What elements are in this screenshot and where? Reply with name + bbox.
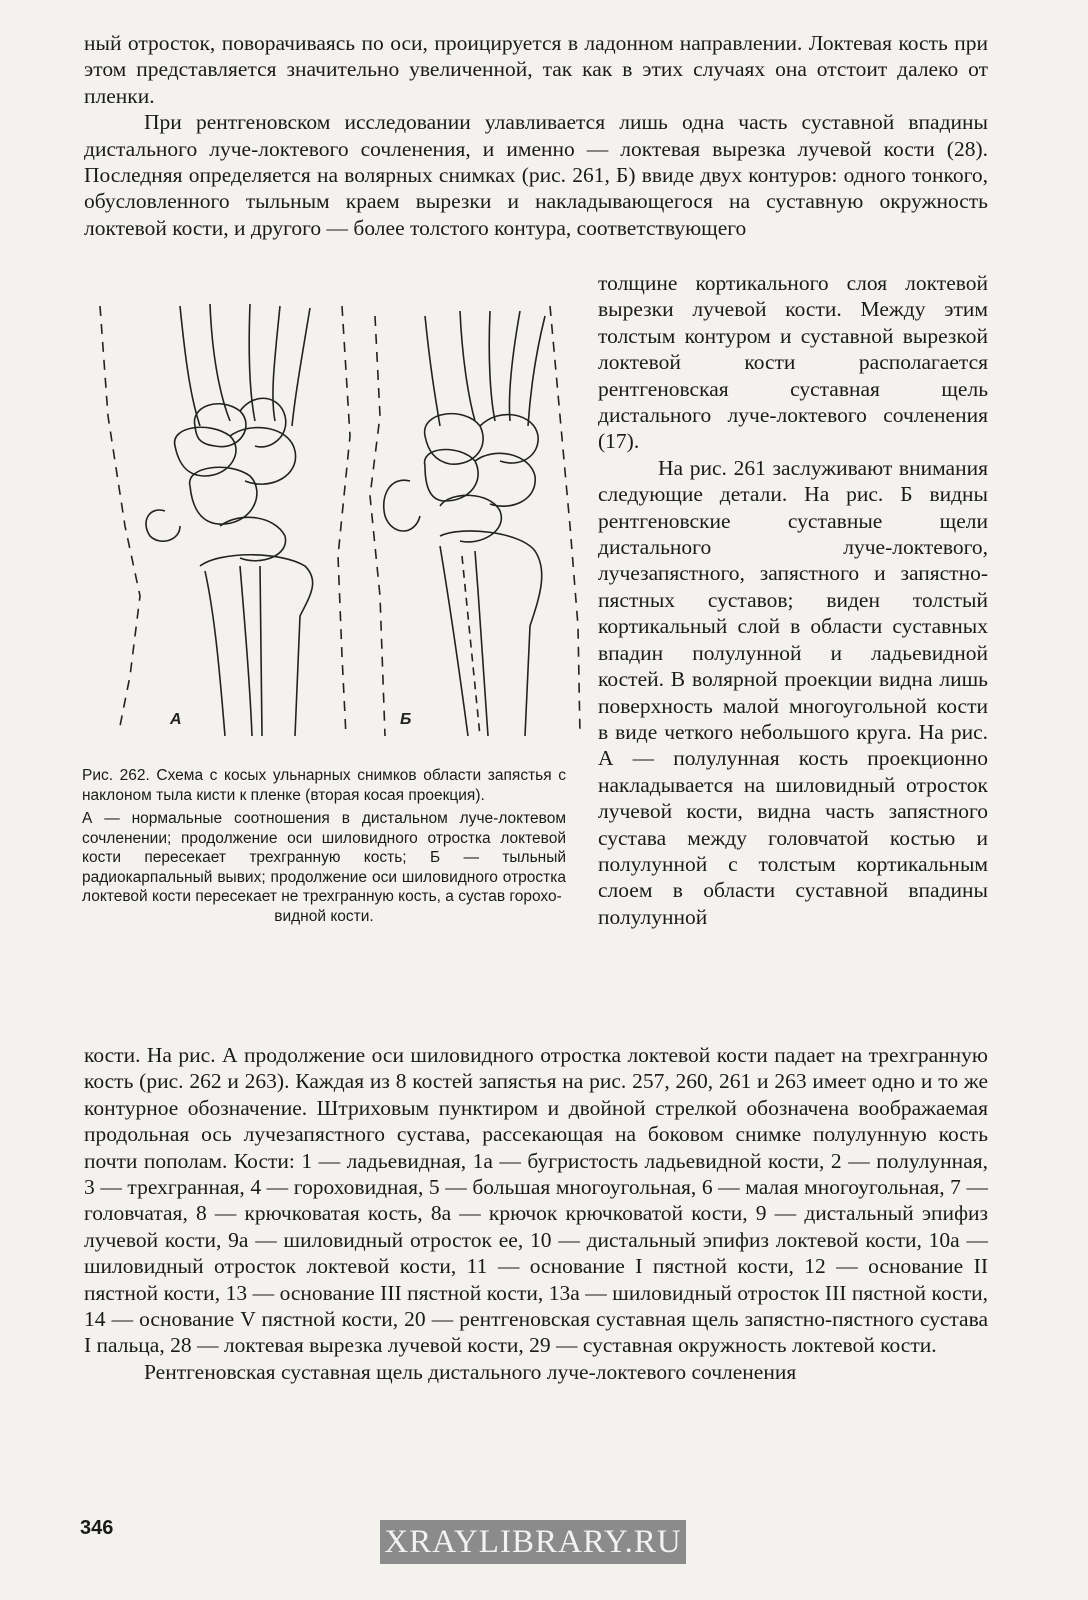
radius-bone <box>440 531 542 736</box>
panel-label-a: А <box>170 711 182 728</box>
paragraph-details: На рис. 261 заслуживают внимания следующие детали. На рис. Б видны рентгеновские суставные щели дистального луче-локтевого, лучезапястного, запястного и запястно-пястных суставов; виден толстый кортикальный слой в области суставных впадин полулунной и ладьевидной костей. В волярной проекции видна лишь поверхность малой многоугольной кости в виде четкого небольшого круга. На рис. А — полулунная кость проекционно накладывается на шиловидный отросток лучевой кости, видна часть запястного сустава между головчатой костью и полулунной с толстым кортикальным слоем в области суставной впадины полулунной <box>598 455 988 929</box>
radius-inner <box>475 551 488 736</box>
axis-line <box>260 566 262 736</box>
metacarpal-line <box>509 311 520 421</box>
dashed-contour-right-a <box>338 306 350 736</box>
caption-body: А — нормальные соотношения в дистальном луче-локтевом сочленении; продолжение оси шиловидного отростка локтевой кости пересекает трехгранную кость; Б — тыльный радиокарпальный вывих; продолжение оси шиловидного отростка локтевой кости пересекает не трехгранную кость, а сустав горохо- <box>82 810 566 905</box>
metacarpal-line <box>489 311 495 421</box>
page-number: 346 <box>80 1517 114 1539</box>
metacarpal-line <box>460 311 475 421</box>
pisiform-bone <box>146 510 180 541</box>
paragraph-legend: кости. На рис. А продолжение оси шиловидного отростка локтевой кости падает на трехгранную кость (рис. 262 и 263). Каждая из 8 костей запястья на рис. 257, 260, 261 и 263 имеет одно и то же контурное обозначение. Штриховым пунктиром и двойной стрелкой обозначена воображаемая продольная ось лучезапястного сустава, рассекающая на боковом снимке полулунную кость почти пополам. Кости: 1 — ладьевидная, 1а — бугристость ладьевидной кости, 2 — полулунная, 3 — трехгранная, 4 — гороховидная, 5 — большая многоугольная, 6 — малая многоугольная, 7 — головчатая, 8 — крючковатая кость, 8а — крючок крючковатой кости, 9 — дистальный эпифиз лучевой кости, 9а — шиловидный отросток ее, 10 — дистальный эпифиз локтевой кости, 10а — шиловидный отросток локтевой кости, 11 — основание I пястной кости, 12 — основание II пястной кости, 13 — основание III пястной кости, 13а — шиловидный отросток III пястной кости, 14 — основание V пястной кости, 20 — рентгеновская суставная щель запястно-пястного сустава I пальца, 28 — локтевая вырезка лучевой кости, 29 — суставная окружность локтевой кости. <box>84 1043 988 1358</box>
dashed-contour-right-b <box>550 306 580 736</box>
right-column-text <box>598 270 988 930</box>
paragraph-continuation: ный отросток, поворачиваясь по оси, проицируется в ладонном направлении. Локтевая кость при этом представляется значительно увеличенной, так как в этих случаях она отстоит далеко от пленки. <box>84 31 988 108</box>
metacarpal-line <box>180 306 200 426</box>
paragraph-continued: толщине кортикального слоя локтевой вырезки лучевой кости. Между этим толстым контуром и суставной вырезкой локтевой кости располагается рентгеновская суставная щель дистального луче-локтевого сочленения (17). <box>598 271 988 454</box>
caption-title: Рис. 262. Схема с косых ульнарных снимков области запястья с наклоном тыла кисти к пленке (вторая косая проекция). <box>82 767 566 804</box>
lunate-bone <box>440 495 501 542</box>
carpal-bone <box>480 415 538 463</box>
pisiform-bone <box>384 480 420 531</box>
carpal-bone <box>425 450 479 501</box>
metacarpal-line <box>249 304 255 421</box>
carpal-bone <box>194 404 246 447</box>
radius-inner <box>240 566 252 736</box>
paragraph-radiology: При рентгеновском исследовании улавливается лишь одна часть суставной впадины дистального луче-локтевого сочленения, и именно — локтевая вырезка лучевой кости (28). Последняя определяется на волярных снимках (рис. 261, Б) ввиде двух контуров: одного тонкого, обусловленного тыльным краем вырезки и накладывающегося на суставную окружность локтевой кости, и другого — более толстого контура, соответствующего <box>84 110 988 240</box>
watermark-banner: XRAYLIBRARY.RU <box>380 1520 686 1564</box>
metacarpal-line <box>528 316 545 426</box>
caption-end: видной кости. <box>274 907 374 925</box>
metacarpal-line <box>425 316 440 426</box>
panel-label-b: Б <box>400 711 412 728</box>
carpal-bone <box>425 414 484 464</box>
ulna-bone <box>205 571 225 736</box>
wrist-diagram <box>80 296 588 756</box>
top-text-block <box>84 30 988 241</box>
paragraph-last: Рентгеновская суставная щель дистального луче-локтевого сочленения <box>144 1359 797 1384</box>
dashed-contour-left-b <box>370 316 385 736</box>
carpal-bone <box>230 428 296 485</box>
figure-caption <box>82 766 566 926</box>
carpal-bone <box>240 398 286 447</box>
dashed-contour-left-a <box>100 306 140 726</box>
metacarpal-line <box>273 306 280 421</box>
bottom-text-block <box>84 1042 988 1385</box>
figure-262 <box>80 296 588 756</box>
metacarpal-line <box>292 308 310 426</box>
